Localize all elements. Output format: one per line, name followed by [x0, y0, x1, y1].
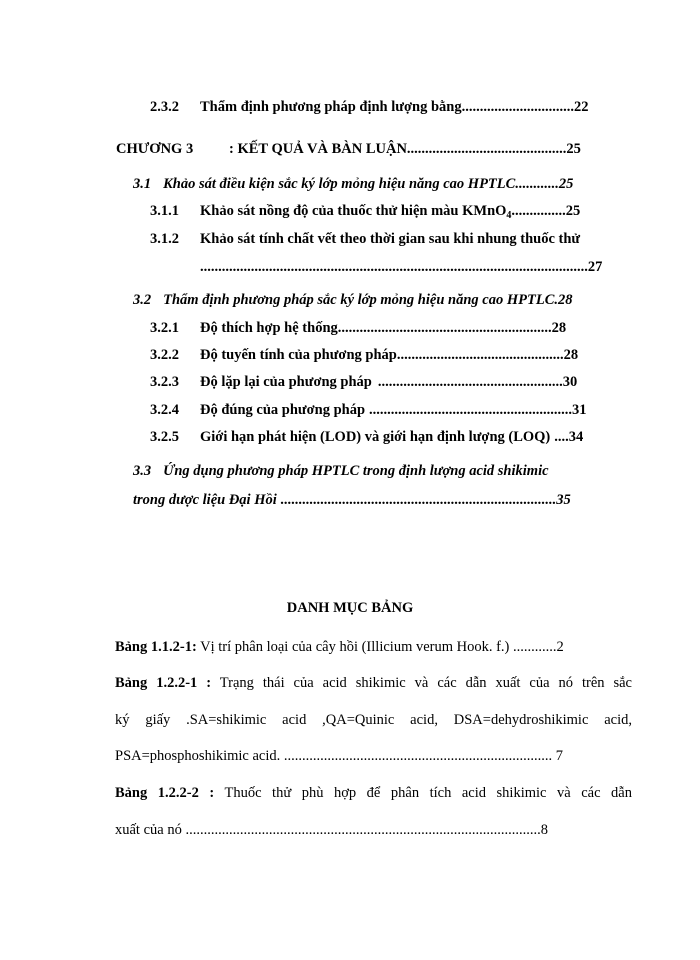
toc-number: 2.3.2 [150, 99, 179, 115]
table-entry-1-2-2-1-line2 [115, 711, 632, 729]
toc-number: 3.2.2 [150, 347, 179, 363]
toc-entry-3-2[interactable] [133, 291, 573, 309]
toc-leader: ........................................................... [337, 320, 552, 336]
toc-title: Thẩm định phương pháp định lượng bằng [200, 99, 462, 115]
tables-heading: DANH MỤC BẢNG [286, 600, 414, 616]
toc-entry-3-1-2-continuation [200, 258, 602, 276]
toc-title: Độ tuyến tính của phương pháp [200, 347, 397, 363]
toc-title: Khảo sát tính chất vết theo thời gian sau khi nhung thuốc thử [200, 231, 581, 247]
toc-entry-3-2-2[interactable] [150, 346, 578, 364]
toc-number: 3.1.2 [150, 231, 179, 247]
toc-title: Khảo sát điều kiện sắc ký lớp mỏng hiệu năng cao HPTLC [163, 176, 516, 192]
toc-page: 28 [563, 347, 579, 363]
toc-entry-chapter-3[interactable] [116, 140, 581, 158]
toc-page: 31 [572, 402, 587, 418]
toc-leader: ............... [511, 203, 566, 219]
toc-leader: .... [554, 429, 569, 445]
toc-leader: ........................................................................................................... [200, 259, 588, 275]
toc-title: Độ đúng của phương pháp [200, 402, 366, 418]
toc-title: Ứng dụng phương pháp HPTLC trong định lượng acid shikimic [163, 463, 549, 479]
toc-entry-2-3-2[interactable] [150, 98, 588, 116]
toc-number: 3.2 [133, 292, 152, 308]
table-label: Bảng 1.2.2-1 : [115, 675, 212, 691]
table-entry-1-2-2-1-line3 [115, 747, 563, 765]
toc-leader: ............................................ [406, 141, 567, 157]
toc-leader: ............................... [461, 99, 574, 115]
toc-leader: . [554, 292, 558, 308]
toc-page: 28 [551, 320, 567, 336]
toc-entry-3-1-1[interactable] [150, 202, 580, 220]
toc-title: trong dược liệu Đại Hồi [133, 492, 277, 508]
toc-leader: ............ [515, 176, 559, 192]
toc-title: Độ thích hợp hệ thống [200, 320, 338, 336]
toc-title: Thẩm định phương pháp sắc ký lớp mỏng hiệu năng cao HPTLC [163, 292, 555, 308]
toc-entry-3-2-4[interactable] [150, 401, 587, 419]
toc-number: 3.2.5 [150, 429, 179, 445]
toc-page: 25 [565, 203, 581, 219]
toc-leader: ............................................................................ [280, 492, 557, 508]
table-entry-1-1-2-1[interactable] [115, 638, 564, 656]
table-entry-1-2-2-1[interactable] [115, 674, 632, 692]
toc-entry-3-3[interactable] [133, 462, 549, 480]
table-label: Bảng 1.1.2-1: [115, 639, 197, 655]
toc-entry-3-2-5[interactable] [150, 428, 583, 446]
table-entry-1-2-2-2[interactable] [115, 784, 632, 802]
toc-page: 25 [566, 141, 581, 157]
toc-title-subscript: 4 [506, 210, 512, 221]
toc-entry-3-2-1[interactable] [150, 319, 566, 337]
toc-entry-3-1[interactable] [133, 175, 573, 193]
toc-number: 3.3 [133, 463, 152, 479]
table-label: Bảng 1.2.2-2 : [115, 785, 215, 801]
toc-number: 3.2.1 [150, 320, 179, 336]
toc-page: 30 [562, 374, 578, 390]
toc-number: 3.2.3 [150, 374, 179, 390]
table-caption: Vị trí phân loại của cây hồi (Illicium verum Hook. f.) ............2 [196, 639, 564, 655]
table-caption: Thuốc thử phù hợp để phân tích acid shikimic và các dẫn [214, 785, 632, 801]
table-caption: Trạng thái của acid shikimic và các dẫn xuất của nó trên sắc [211, 675, 632, 691]
toc-number: 3.2.4 [150, 402, 179, 418]
toc-number: 3.1 [133, 176, 152, 192]
toc-leader: .............................................. [396, 347, 564, 363]
toc-page: 25 [558, 176, 574, 192]
toc-page: 28 [558, 292, 573, 308]
toc-page: 34 [568, 429, 584, 445]
toc-entry-3-2-3[interactable] [150, 373, 577, 391]
toc-title: Độ lặp lại của phương pháp [200, 374, 372, 390]
table-entry-1-2-2-2-line2 [115, 821, 548, 839]
chapter-label: CHƯƠNG 3 [116, 141, 194, 157]
toc-page: 22 [573, 99, 589, 115]
table-caption: xuất của nó ..................................................................................................8 [115, 822, 548, 838]
toc-title: Khảo sát nồng độ của thuốc thử hiện màu KMnO [200, 203, 507, 219]
toc-entry-3-3-continuation [133, 491, 571, 509]
toc-title: Giới hạn phát hiện (LOD) và giới hạn định lượng (LOQ) [200, 429, 551, 445]
toc-entry-3-1-2[interactable] [150, 230, 580, 248]
toc-title: : KẾT QUẢ VÀ BÀN LUẬN [229, 141, 407, 157]
toc-leader: ........................................................ [369, 402, 573, 418]
table-caption: ký giấy .SA=shikimic acid ,QA=Quinic acid, DSA=dehydroshikimic acid, [115, 712, 632, 728]
toc-leader: ................................................... [377, 374, 563, 390]
toc-number: 3.1.1 [150, 203, 179, 219]
table-caption: PSA=phosphoshikimic acid. .......................................................................... 7 [115, 748, 564, 764]
toc-page: 35 [556, 492, 571, 508]
toc-page: 27 [587, 259, 603, 275]
